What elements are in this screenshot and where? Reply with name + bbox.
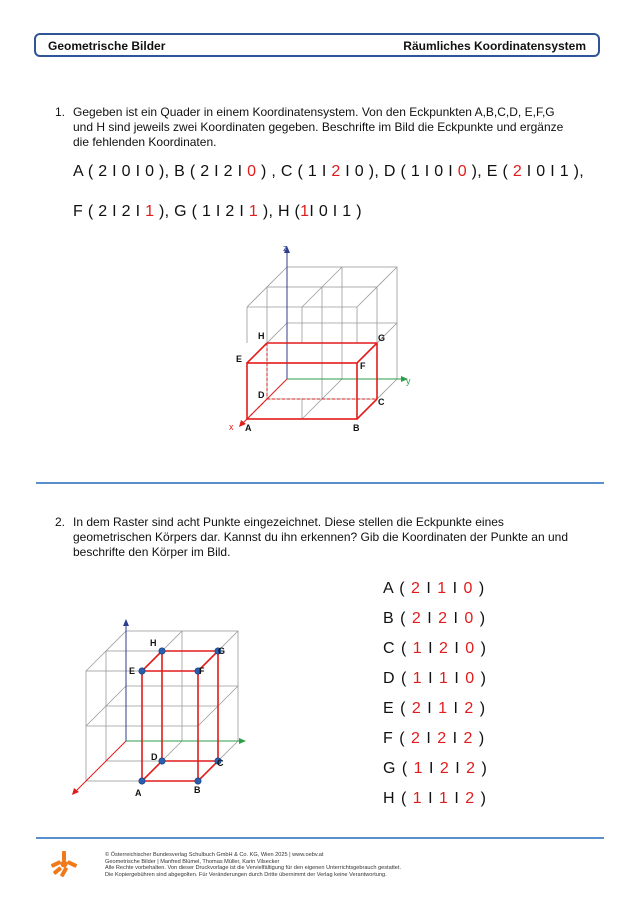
vertex-label-a: A [245,423,252,433]
coordinate-z: 0 [464,610,475,627]
bracket: ( [393,580,412,597]
vertex-label-b: B [353,423,360,433]
x-axis-label: x [229,422,234,432]
point-label-d: D [151,752,158,762]
cuboid-figure-1 [220,238,420,438]
bracket: ) [476,760,488,777]
coordinate-text: F ( 2 I 2 I [73,203,146,220]
cuboid-figure-2 [65,612,265,802]
point-b [195,778,201,784]
y-axis-label: y [406,376,411,386]
coordinate-text: ), H ( [258,203,301,220]
bracket: ( [394,610,412,627]
coordinate-z: 0 [465,640,476,657]
coordinate-z: 2 [463,730,474,747]
point-d [159,758,165,764]
separator: I [422,670,440,687]
point-label-h: H [150,638,157,648]
z-axis-label: z [283,243,288,253]
bracket: ( [393,730,411,747]
task1-coordinates-line1 [73,163,584,181]
coordinate-x: 2 [411,610,422,627]
point-label-e: E [129,666,136,676]
footer-text [105,852,401,878]
coordinate-y: 1 [437,580,448,597]
separator: I [448,700,465,717]
task1-text-line: Gegeben ist ein Quader in einem Koordinatensystem. Von den Eckpunkten A,B,C,D, E,F,G [73,105,555,119]
point-coordinate-e [383,700,486,718]
answer-value: 2 [512,163,523,180]
separator: I [422,640,440,657]
footer-line: Geometrische Bilder | Manfred Blümel, Thomas Müller, Karin Vilsecker [105,858,280,865]
vertex-label-g: G [378,333,386,343]
coordinate-x: 1 [412,640,423,657]
point-name: C [383,640,396,657]
point-coordinate-f [383,730,485,748]
coordinate-x: 2 [411,580,421,597]
task1-number: 1. [55,105,66,119]
separator: I [423,760,440,777]
point-coordinate-g [383,760,488,778]
bracket: ) [473,580,486,597]
task2-number: 2. [55,515,66,529]
bracket: ( [394,700,412,717]
vertex-label-c: C [378,397,385,407]
coordinate-x: 2 [411,700,422,717]
vertex-label-h: H [258,331,265,341]
point-name: D [383,670,396,687]
separator: I [448,640,466,657]
page-header [34,33,600,57]
vertex-label-f: F [360,361,366,371]
point-name: A [383,580,394,597]
point-label-f: F [199,666,205,676]
answer-value: 0 [457,163,467,180]
bracket: ) [473,730,486,747]
answer-value: 1 [248,203,259,220]
separator: I [447,730,464,747]
coordinate-x: 1 [412,790,423,807]
coordinate-y: 1 [438,700,449,717]
separator: I [420,730,438,747]
point-e [139,668,145,674]
separator: I [448,790,466,807]
coordinate-text: I 0 I 1 ) [309,203,362,220]
coordinate-y: 1 [439,790,449,807]
bracket: ) [474,610,487,627]
bracket: ( [395,670,413,687]
header-topic: Räumliches Koordinatensystem [403,39,586,53]
coordinate-x: 1 [412,670,423,687]
coordinate-z: 0 [465,670,476,687]
publisher-logo-icon [50,850,78,878]
coordinate-y: 2 [439,760,450,777]
bracket: ) [475,670,487,687]
separator: I [421,610,439,627]
coordinate-text: ), E ( [466,163,513,180]
vertex-label-e: E [236,354,243,364]
point-label-a: A [135,788,142,798]
point-name: B [383,610,395,627]
task1-text-line: die fehlenden Koordinaten. [73,135,217,149]
footer-line: Die Kopiergebühren sind abgegolten. Für Veränderungen durch Dritte übernimmt der Verlag keine Verantwortung. [105,871,387,878]
bracket: ) [475,640,487,657]
separator: I [449,760,467,777]
coordinate-y: 2 [437,730,448,747]
point-coordinate-h [383,790,487,808]
answer-value: 1 [145,203,155,220]
task1-text-line: und H sind jeweils zwei Koordinaten gegeben. Beschrifte im Bild die Eckpunkte und ergänze [73,120,564,134]
coordinate-text: A ( 2 I 0 I 0 ), B ( 2 I 2 I [73,163,248,180]
coordinate-z: 2 [464,700,475,717]
footer-line: © Österreichischer Bundesverlag Schulbuch GmbH & Co. KG, Wien 2025 | www.oebv.at [105,852,324,858]
bracket: ( [395,640,413,657]
task2-text-line: geometrischen Körpers dar. Kannst du ihn erkennen? Gib die Koordinaten der Punkte an und [73,530,568,544]
coordinate-text: ) , C ( 1 I [256,163,332,180]
point-coordinate-c [383,640,487,658]
bracket: ) [475,790,487,807]
answer-value: 0 [247,163,257,180]
coordinate-y: 2 [438,610,449,627]
point-label-c: C [217,758,224,768]
section-divider [36,482,604,484]
coordinate-z: 2 [465,790,476,807]
coordinate-z: 0 [463,580,474,597]
answer-value: 2 [331,163,341,180]
task2-text [73,515,568,560]
bracket: ( [395,790,413,807]
coordinate-z: 2 [466,760,477,777]
footer-line: Alle Rechte vorbehalten. Von dieser Druckvorlage ist die Vervielfältigung für den eigenen Unterrichtsgebrauch gestattet. [105,865,402,872]
point-coordinate-a [383,580,485,598]
coordinate-text: ), G ( 1 I 2 I [154,203,249,220]
header-title: Geometrische Bilder [48,39,166,53]
separator: I [420,580,438,597]
bracket: ( [396,760,414,777]
task2-text-line: beschrifte den Körper im Bild. [73,545,231,559]
coordinate-x: 2 [411,730,421,747]
point-label-g: G [218,646,226,656]
coordinate-y: 2 [439,640,449,657]
bracket: ) [474,700,487,717]
task1-coordinates-line2 [73,203,362,221]
vertex-label-d: D [258,390,265,400]
point-name: H [383,790,396,807]
separator: I [421,700,439,717]
task1-text [73,105,563,150]
answer-value: 1 [300,203,310,220]
point-name: E [383,700,395,717]
point-a [139,778,145,784]
separator: I [448,610,465,627]
point-name: G [383,760,397,777]
separator: I [448,670,466,687]
coordinate-y: 1 [439,670,449,687]
point-coordinate-b [383,610,486,628]
task2-text-line: In dem Raster sind acht Punkte eingezeichnet. Diese stellen die Eckpunkte eines [73,515,504,529]
coordinate-text: I 0 I 1 ), [522,163,585,180]
point-h [159,648,165,654]
x-axis [76,741,126,791]
coordinate-text: I 0 ), D ( 1 I 0 I [340,163,458,180]
separator: I [422,790,440,807]
point-label-b: B [194,785,201,795]
coordinate-x: 1 [413,760,424,777]
point-name: F [383,730,394,747]
footer-divider [36,837,604,839]
point-coordinate-d [383,670,487,688]
separator: I [447,580,464,597]
